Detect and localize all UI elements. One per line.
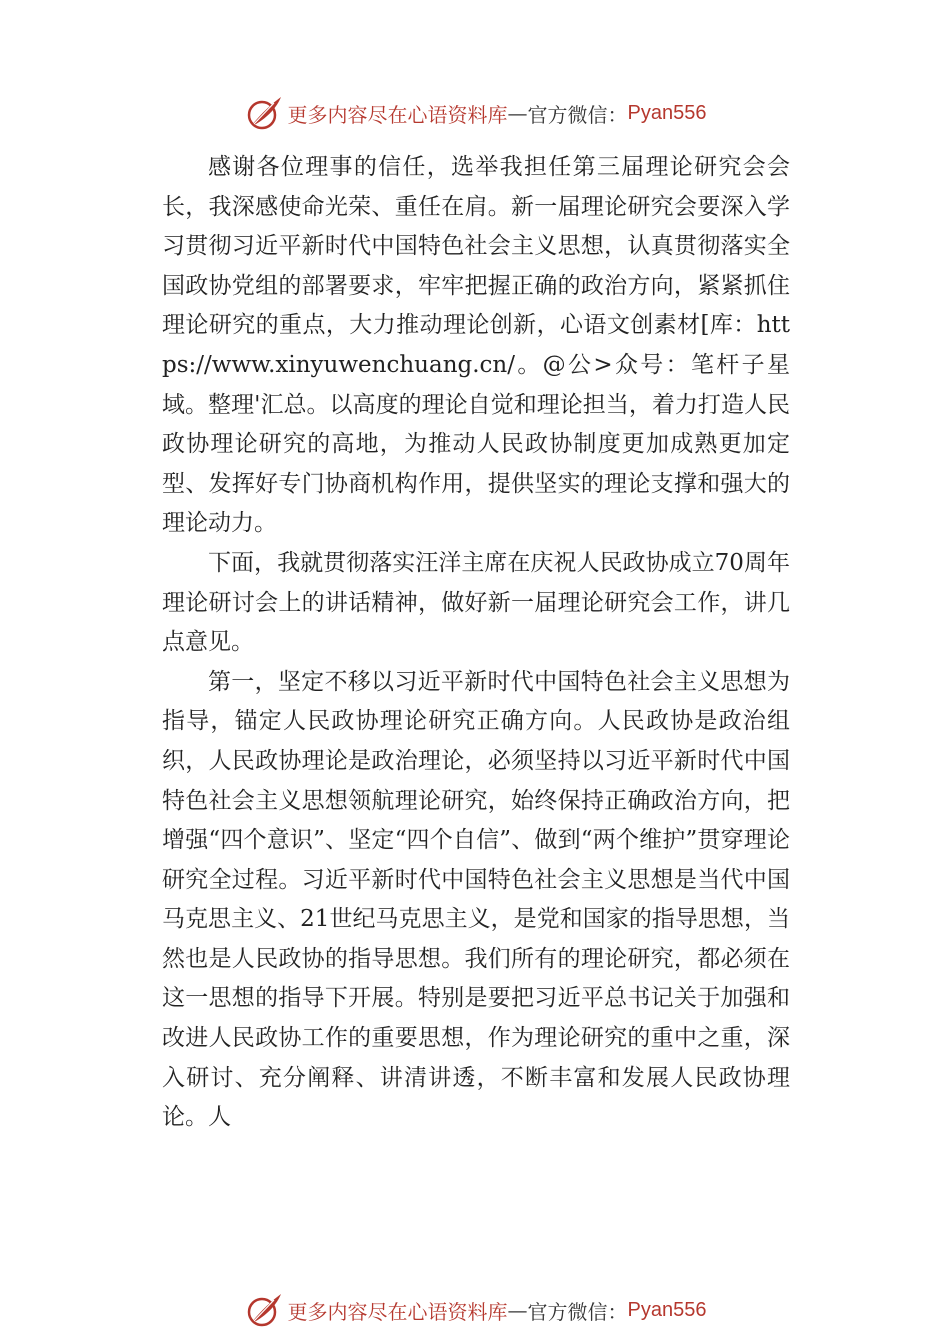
banner-sub-text: 官方微信： [527, 1299, 628, 1324]
quill-logo-icon [244, 1290, 284, 1330]
banner-main-text: 更多内容尽在心语资料库 [287, 102, 508, 127]
quill-logo-icon [244, 93, 284, 133]
banner-dash: — [507, 101, 528, 125]
paragraph: 感谢各位理事的信任，选举我担任第三届理论研究会会长，我深感使命光荣、重任在肩。新一届理论研究会要深入学习贯彻习近平新时代中国特色社会主义思想，认真贯彻落实全国政协党组的部署要求，牢牢把握正确的政治方向，紧紧抓住理论研究的重点，大力推动理论创新，心语文创素材[库：https://www.xinyuwenchuang.cn/。@公>众号：笔杆子星域。整理'汇总。以高度的理论自觉和理论担当，着力打造人民政协理论研究的高地，为推动人民政协制度更加成熟更加定型、发挥好专门协商机构作用，提供坚实的理论支撑和强大的理论动力。 [162, 154, 790, 537]
paragraph: 下面，我就贯彻落实汪洋主席在庆祝人民政协成立70周年理论研讨会上的讲话精神，做好新一届理论研究会工作，讲几点意见。 [162, 549, 790, 656]
banner-wechat-id: Pyan556 [627, 101, 707, 124]
banner-sub-text: 官方微信： [527, 102, 628, 127]
header-banner [0, 93, 950, 133]
banner-dash: — [507, 1298, 528, 1322]
footer-banner [0, 1290, 950, 1330]
paragraph: 第一，坚定不移以习近平新时代中国特色社会主义思想为指导，锚定人民政协理论研究正确方向。人民政协是政治组织，人民政协理论是政治理论，必须坚持以习近平新时代中国特色社会主义思想领航理论研究，始终保持正确政治方向，把增强“四个意识”、坚定“四个自信”、做到“两个维护”贯穿理论研究全过程。习近平新时代中国特色社会主义思想是当代中国马克思主义、21世纪马克思主义，是党和国家的指导思想，当然也是人民政协的指导思想。我们所有的理论研究，都必须在这一思想的指导下开展。特别是要把习近平总书记关于加强和改进人民政协工作的重要思想，作为理论研究的重中之重，深入研讨、充分阐释、讲清讲透，不断丰富和发展人民政协理论。人 [162, 668, 790, 1131]
banner-wechat-id: Pyan556 [627, 1298, 707, 1321]
document-body [162, 148, 790, 1138]
banner-main-text: 更多内容尽在心语资料库 [287, 1299, 508, 1324]
